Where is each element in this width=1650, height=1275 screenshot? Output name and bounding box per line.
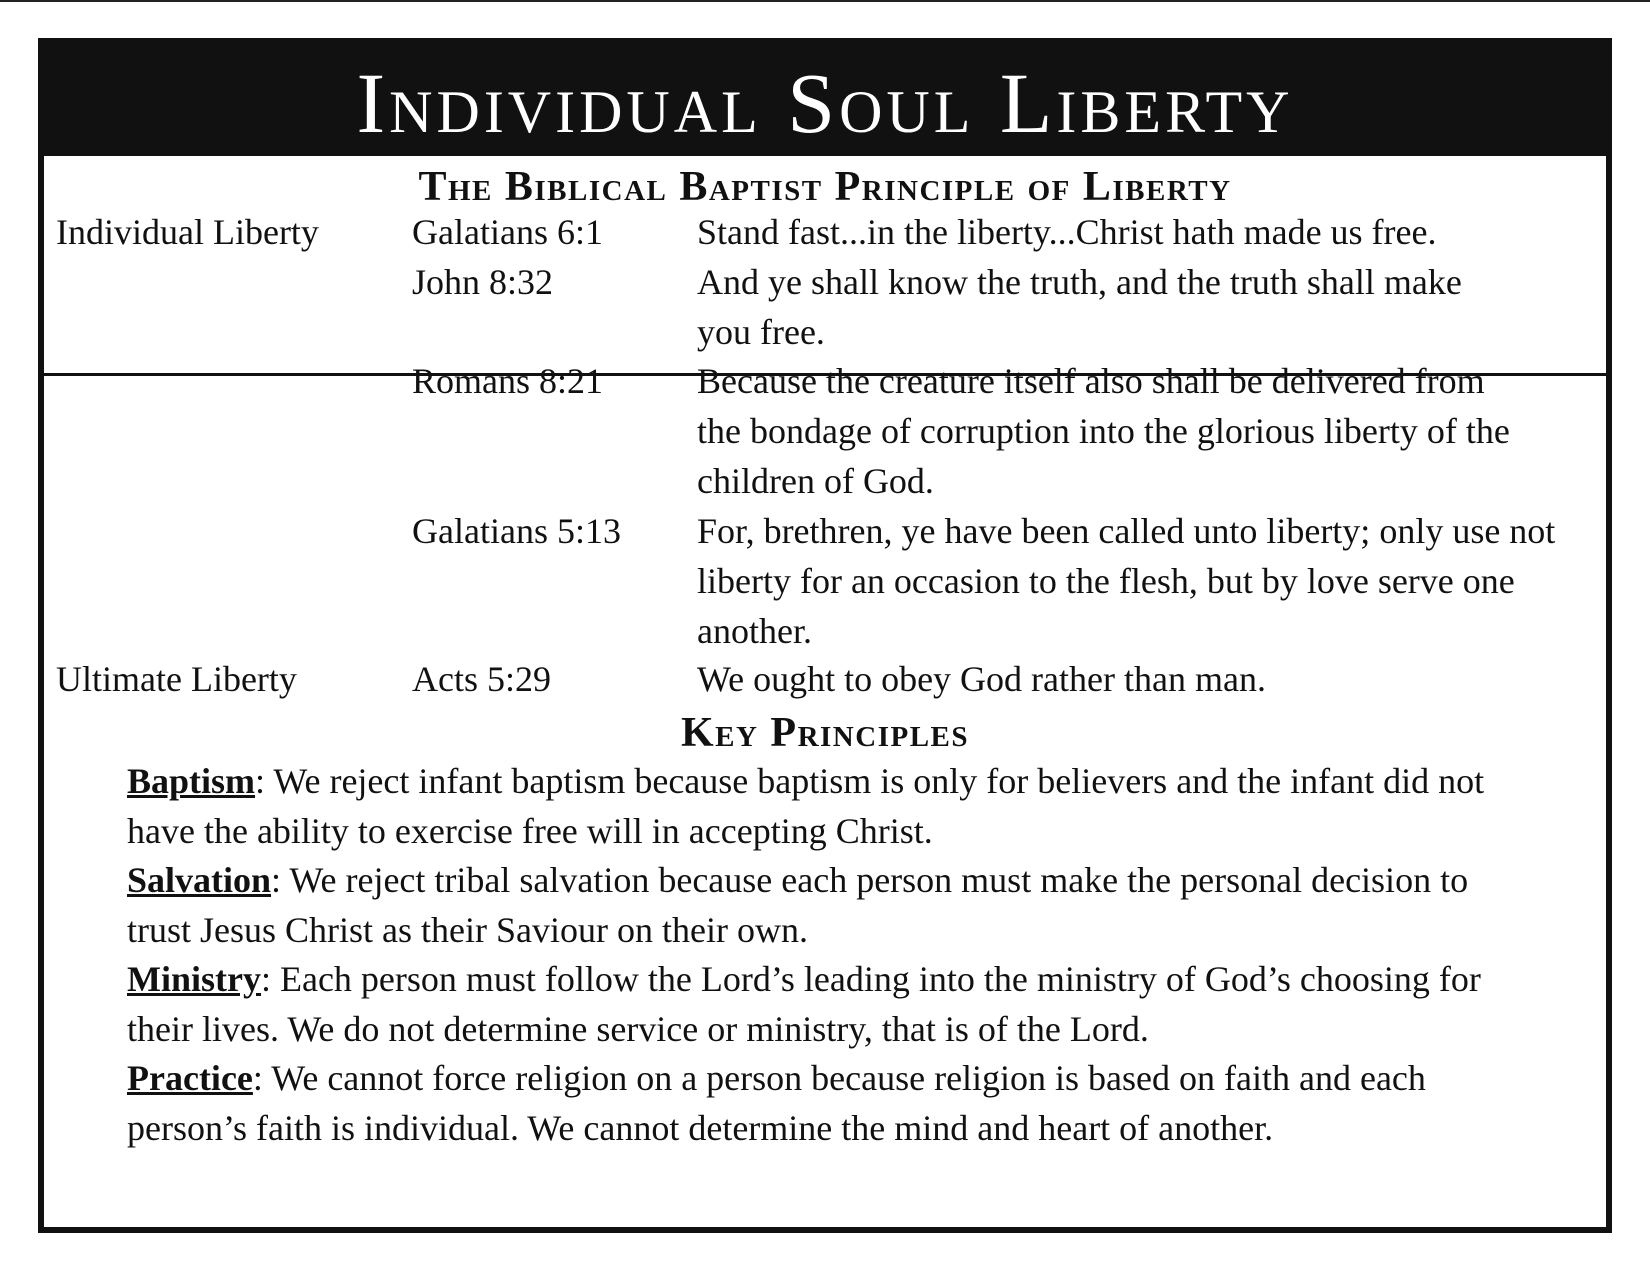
verse-reference: Romans 8:21 <box>412 361 604 401</box>
category-label-ultimate: Ultimate Liberty <box>56 659 297 699</box>
verse-text: Stand fast...in the liberty...Christ hath made us free. <box>697 212 1437 252</box>
top-border-line <box>0 0 1650 2</box>
principle-label: Ministry <box>127 959 261 999</box>
verse-reference: John 8:32 <box>412 262 554 302</box>
verse-reference: Acts 5:29 <box>412 659 551 699</box>
verse-text: We ought to obey God rather than man. <box>697 659 1266 699</box>
title-banner <box>44 44 1606 156</box>
verse-text: Because the creature itself also shall be delivered from the bondage of corruption into the glorious liberty of the children of God. <box>697 361 1510 501</box>
principle-label: Practice <box>127 1058 253 1098</box>
principle-text: : Each person must follow the Lord’s leading into the ministry of God’s choosing for their lives. We do not determine service or ministry, that is of the Lord. <box>127 959 1481 1049</box>
principle-salvation <box>127 855 1537 955</box>
principle-practice <box>127 1053 1537 1153</box>
principle-ministry <box>127 954 1537 1054</box>
key-principles-heading: Key Principles <box>680 710 970 756</box>
verse-reference: Galatians 6:1 <box>412 212 603 252</box>
verse-text: And ye shall know the truth, and the truth shall make you free. <box>697 262 1462 352</box>
category-label-individual: Individual Liberty <box>56 212 319 252</box>
verse-reference: Galatians 5:13 <box>412 511 621 551</box>
principle-label: Baptism <box>127 761 256 801</box>
verse-text: For, brethren, ye have been called unto liberty; only use not liberty for an occasion to the flesh, but by love serve one another. <box>697 511 1556 651</box>
principle-text: : We reject infant baptism because baptism is only for believers and the infant did not have the ability to exercise free will in accepting Christ. <box>127 761 1485 851</box>
principle-text: : We reject tribal salvation because each person must make the personal decision to trust Jesus Christ as their Saviour on their own. <box>127 860 1469 950</box>
principle-text: : We cannot force religion on a person because religion is based on faith and each person’s faith is individual. We cannot determine the mind and heart of another. <box>127 1058 1426 1148</box>
principle-baptism <box>127 756 1537 856</box>
section-subtitle: The Biblical Baptist Principle of Liberty <box>418 164 1232 210</box>
principle-label: Salvation <box>127 860 272 900</box>
document-frame <box>38 38 1612 1233</box>
page-title: Individual Soul Liberty <box>356 55 1294 151</box>
